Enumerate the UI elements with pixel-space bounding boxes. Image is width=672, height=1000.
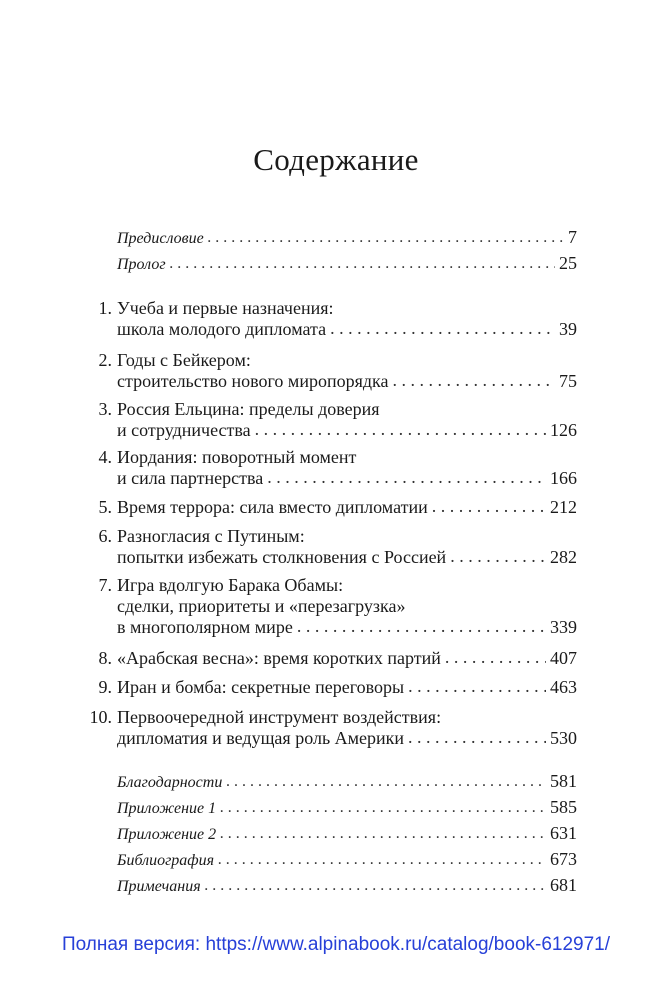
chapter-title-line [117, 297, 334, 319]
full-version-link[interactable]: Полная версия: https://www.alpinabook.ru/catalog/book-612971/ [61, 934, 611, 955]
toc-back-entry[interactable] [117, 848, 577, 872]
chapter-title-text: Время террора: сила вместо дипломатии [117, 497, 428, 517]
page-number: 631 [550, 823, 577, 843]
chapter-title-line [117, 706, 441, 728]
leader-dots [205, 875, 546, 897]
chapter-number: 1. [98, 298, 112, 318]
toc-chapter-entry[interactable] [117, 318, 577, 340]
toc-chapter-entry[interactable] [117, 419, 577, 441]
chapter-title-text: «Арабская весна»: время коротких партий [117, 648, 441, 668]
leader-dots [408, 675, 546, 697]
page-number: 7 [568, 227, 577, 247]
page-number: 673 [550, 849, 577, 869]
entry-title: Предисловие [117, 230, 204, 247]
page-number: 166 [550, 468, 577, 488]
page-number: 530 [550, 728, 577, 748]
leader-dots [226, 771, 546, 793]
chapter-title-line [117, 398, 380, 420]
toc-back-entry[interactable] [117, 796, 577, 820]
chapter-number: 7. [98, 575, 112, 595]
leader-dots [450, 545, 546, 567]
page-number: 581 [550, 771, 577, 791]
leader-dots [220, 797, 546, 819]
chapter-title-text: дипломатия и ведущая роль Америки [117, 728, 405, 748]
page-number: 282 [550, 547, 577, 567]
toc-front-entry[interactable] [117, 226, 577, 250]
toc-chapter-entry[interactable] [117, 647, 577, 669]
page-number: 585 [550, 797, 577, 817]
entry-title: Библиография [117, 852, 215, 869]
chapter-number: 2. [98, 350, 112, 370]
chapter-title-text: Россия Ельцина: пределы доверия [117, 399, 380, 419]
chapter-number: 6. [98, 526, 112, 546]
leader-dots [297, 615, 546, 637]
chapter-title-text: Разногласия с Путиным: [117, 526, 305, 546]
chapter-title-text: Иран и бомба: секретные переговоры [117, 677, 405, 697]
toc-back-entry[interactable] [117, 822, 577, 846]
chapter-title-text: и сотрудничества [117, 420, 251, 440]
leader-dots [408, 726, 546, 748]
leader-dots [170, 253, 555, 275]
page-number: 463 [550, 677, 577, 697]
chapter-title-text: Первоочередной инструмент воздействия: [117, 707, 442, 727]
chapter-title-line [117, 525, 305, 547]
toc-front-entry[interactable] [117, 252, 577, 276]
leader-dots [432, 495, 546, 517]
chapter-title-text: Годы с Бейкером: [117, 350, 251, 370]
chapter-title-text: Иордания: поворотный момент [117, 447, 357, 467]
chapter-title-line [117, 446, 356, 468]
chapter-number: 9. [98, 677, 112, 697]
chapter-number: 5. [98, 497, 112, 517]
page-number: 339 [550, 617, 577, 637]
chapter-title-line [117, 595, 406, 617]
page-number: 75 [559, 371, 577, 391]
entry-title: Приложение 1 [117, 800, 217, 817]
chapter-title-text: школа молодого дипломата [117, 319, 327, 339]
toc-back-entry[interactable] [117, 874, 577, 898]
toc-chapter-entry[interactable] [117, 546, 577, 568]
page-number: 126 [550, 420, 577, 440]
entry-title: Приложение 2 [117, 826, 217, 843]
toc-chapter-entry[interactable] [117, 496, 577, 518]
page-number: 25 [559, 253, 577, 273]
leader-dots [393, 369, 556, 391]
entry-title: Благодарности [117, 774, 223, 791]
leader-dots [255, 418, 546, 440]
page-number: 407 [550, 648, 577, 668]
leader-dots [330, 317, 555, 339]
chapter-number: 3. [98, 399, 112, 419]
chapter-title-text: и сила партнерства [117, 468, 264, 488]
chapter-title-text: в многополярном мире [117, 617, 293, 637]
leader-dots [445, 646, 546, 668]
chapter-number: 8. [98, 648, 112, 668]
chapter-title-text: Игра вдолгую Барака Обамы: [117, 575, 344, 595]
toc-chapter-entry[interactable] [117, 676, 577, 698]
page-title: Содержание [253, 142, 419, 177]
page-number: 681 [550, 875, 577, 895]
chapter-title-text: строительство нового миропорядка [117, 371, 389, 391]
chapter-number: 4. [98, 447, 112, 467]
chapter-title-text: сделки, приоритеты и «перезагрузка» [117, 596, 406, 616]
entry-title: Пролог [117, 256, 166, 273]
page-number: 39 [559, 319, 577, 339]
toc-back-entry[interactable] [117, 770, 577, 794]
chapter-number: 10. [89, 707, 112, 727]
leader-dots [267, 466, 546, 488]
chapter-title-text: Учеба и первые назначения: [117, 298, 334, 318]
toc-chapter-entry[interactable] [117, 616, 577, 638]
leader-dots [208, 227, 564, 249]
toc-chapter-entry[interactable] [117, 727, 577, 749]
chapter-title-line [117, 349, 251, 371]
chapter-title-text: попытки избежать столкновения с Россией [117, 547, 447, 567]
chapter-title-line [117, 574, 343, 596]
toc-chapter-entry[interactable] [117, 467, 577, 489]
entry-title: Примечания [117, 878, 201, 895]
leader-dots [218, 849, 546, 871]
page-number: 212 [550, 497, 577, 517]
leader-dots [220, 823, 546, 845]
toc-chapter-entry[interactable] [117, 370, 577, 392]
